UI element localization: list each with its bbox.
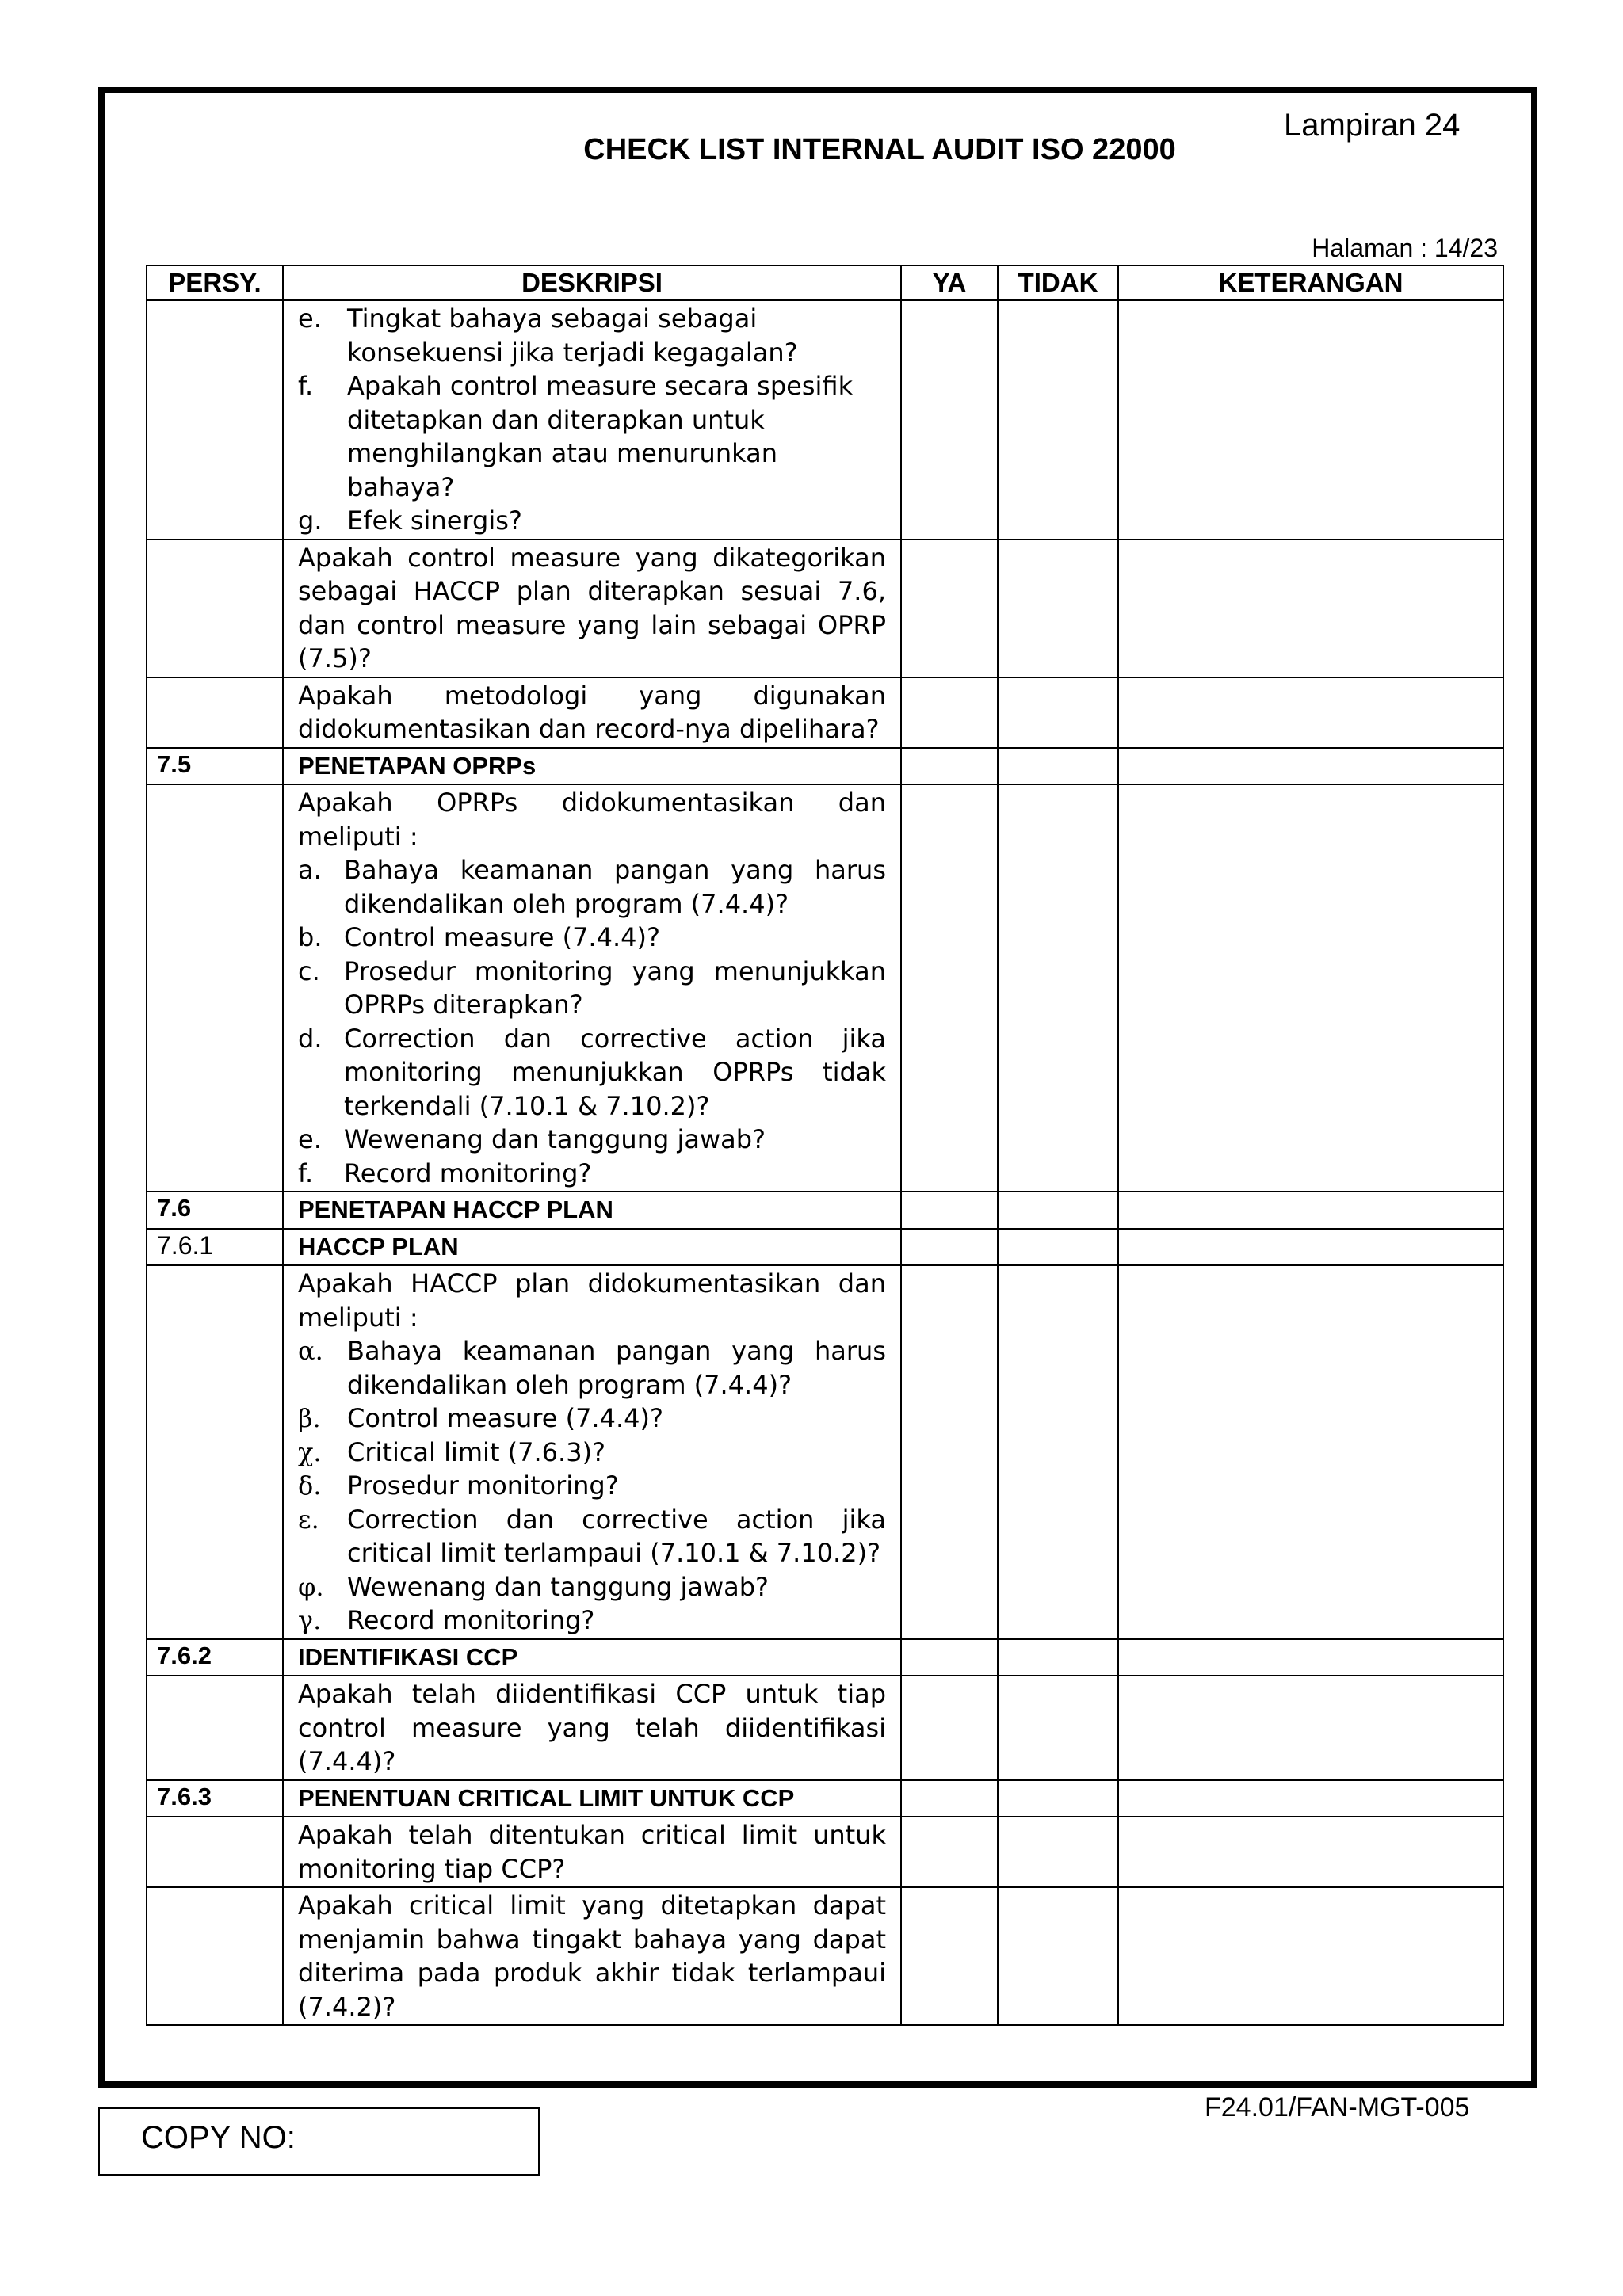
persy-cell xyxy=(147,784,283,1192)
table-row xyxy=(147,1817,1503,1887)
header-ya: YA xyxy=(901,265,998,300)
table-row xyxy=(147,1676,1503,1780)
persy-cell xyxy=(147,300,283,540)
copy-number-label: COPY NO: xyxy=(141,2120,296,2155)
table-row xyxy=(147,1887,1503,2025)
keterangan-cell[interactable] xyxy=(1118,540,1503,677)
section-number: 7.6 xyxy=(147,1192,283,1229)
header-keterangan: KETERANGAN xyxy=(1118,265,1503,300)
ya-checkbox-cell[interactable] xyxy=(901,1265,998,1639)
deskripsi-cell xyxy=(283,1265,901,1639)
section-title: IDENTIFIKASI CCP xyxy=(283,1639,901,1676)
persy-cell xyxy=(147,1676,283,1780)
section-number: 7.6.1 xyxy=(147,1229,283,1266)
ya-checkbox-cell[interactable] xyxy=(901,540,998,677)
keterangan-cell[interactable] xyxy=(1118,1676,1503,1780)
deskripsi-cell xyxy=(283,300,901,540)
persy-cell xyxy=(147,540,283,677)
section-number: 7.6.3 xyxy=(147,1780,283,1817)
table-row xyxy=(147,300,1503,540)
section-title: PENENTUAN CRITICAL LIMIT UNTUK CCP xyxy=(283,1780,901,1817)
ya-checkbox-cell[interactable] xyxy=(901,1639,998,1676)
ya-checkbox-cell[interactable] xyxy=(901,748,998,785)
persy-cell xyxy=(147,1265,283,1639)
audit-checklist-table xyxy=(146,265,1504,2026)
keterangan-cell[interactable] xyxy=(1118,677,1503,748)
section-title: HACCP PLAN xyxy=(283,1229,901,1266)
keterangan-cell[interactable] xyxy=(1118,784,1503,1192)
ya-checkbox-cell[interactable] xyxy=(901,784,998,1192)
keterangan-cell[interactable] xyxy=(1118,1887,1503,2025)
keterangan-cell[interactable] xyxy=(1118,1817,1503,1887)
header-persy: PERSY. xyxy=(147,265,283,300)
deskripsi-cell: Apakah telah diidentifikasi CCP untuk tiap control measure yang telah diidentifikasi (7.4.4)? xyxy=(283,1676,901,1780)
list-item: φ. Wewenang dan tanggung jawab? xyxy=(298,1571,769,1602)
list-item: δ. Prosedur monitoring? xyxy=(298,1470,619,1501)
list-item: b. Control measure (7.4.4)? xyxy=(298,922,660,952)
section-row xyxy=(147,1229,1503,1266)
ya-checkbox-cell[interactable] xyxy=(901,1229,998,1266)
header-tidak: TIDAK xyxy=(998,265,1118,300)
deskripsi-cell: Apakah control measure yang dikategorikan sebagai HACCP plan diterapkan sesuai 7.6, dan control measure yang lain sebagai OPRP (7.5)? xyxy=(283,540,901,677)
ya-checkbox-cell[interactable] xyxy=(901,1192,998,1229)
table-row xyxy=(147,784,1503,1192)
document-title: CHECK LIST INTERNAL AUDIT ISO 22000 xyxy=(583,133,1176,166)
tidak-checkbox-cell[interactable] xyxy=(998,1192,1118,1229)
lampiran-label: Lampiran 24 xyxy=(1284,108,1461,143)
keterangan-cell[interactable] xyxy=(1118,1639,1503,1676)
ya-checkbox-cell[interactable] xyxy=(901,1817,998,1887)
copy-number-box[interactable] xyxy=(98,2107,540,2176)
deskripsi-cell: Apakah critical limit yang ditetapkan dapat menjamin bahwa tingakt bahaya yang dapat diterima pada produk akhir tidak terlampaui (7.4.2)? xyxy=(283,1887,901,2025)
section-row xyxy=(147,1780,1503,1817)
deskripsi-cell: Apakah telah ditentukan critical limit untuk monitoring tiap CCP? xyxy=(283,1817,901,1887)
list-item: f. Apakah control measure secara spesifik ditetapkan dan diterapkan untuk menghilangkan atau menurunkan bahaya? xyxy=(298,371,854,502)
list-item: γ. Record monitoring? xyxy=(298,1605,595,1635)
keterangan-cell[interactable] xyxy=(1118,748,1503,785)
table-row xyxy=(147,677,1503,748)
tidak-checkbox-cell[interactable] xyxy=(998,1817,1118,1887)
table-row xyxy=(147,1265,1503,1639)
ya-checkbox-cell[interactable] xyxy=(901,1887,998,2025)
keterangan-cell[interactable] xyxy=(1118,300,1503,540)
tidak-checkbox-cell[interactable] xyxy=(998,748,1118,785)
keterangan-cell[interactable] xyxy=(1118,1192,1503,1229)
question-intro: Apakah OPRPs didokumentasikan dan meliputi : xyxy=(298,788,886,852)
tidak-checkbox-cell[interactable] xyxy=(998,784,1118,1192)
persy-cell xyxy=(147,677,283,748)
header-deskripsi: DESKRIPSI xyxy=(283,265,901,300)
list-item: ε. Correction dan corrective action jika critical limit terlampaui (7.10.1 & 7.10.2)? xyxy=(298,1504,886,1568)
list-item: c. Prosedur monitoring yang menunjukkan OPRPs diterapkan? xyxy=(298,955,886,1020)
tidak-checkbox-cell[interactable] xyxy=(998,1639,1118,1676)
list-item: d. Correction dan corrective action jika monitoring menunjukkan OPRPs tidak terkendali (7.10.1 & 7.10.2)? xyxy=(298,1023,886,1121)
list-item: f. Record monitoring? xyxy=(298,1158,592,1188)
ya-checkbox-cell[interactable] xyxy=(901,677,998,748)
section-number: 7.5 xyxy=(147,748,283,785)
tidak-checkbox-cell[interactable] xyxy=(998,1887,1118,2025)
section-row xyxy=(147,1639,1503,1676)
section-title: PENETAPAN OPRPs xyxy=(283,748,901,785)
keterangan-cell[interactable] xyxy=(1118,1780,1503,1817)
ya-checkbox-cell[interactable] xyxy=(901,1676,998,1780)
section-number: 7.6.2 xyxy=(147,1639,283,1676)
tidak-checkbox-cell[interactable] xyxy=(998,1229,1118,1266)
question-intro: Apakah HACCP plan didokumentasikan dan meliputi : xyxy=(298,1268,886,1333)
tidak-checkbox-cell[interactable] xyxy=(998,1676,1118,1780)
list-item: χ. Critical limit (7.6.3)? xyxy=(298,1436,606,1467)
list-item: e. Wewenang dan tanggung jawab? xyxy=(298,1124,766,1154)
list-item: a. Bahaya keamanan pangan yang harus dikendalikan oleh program (7.4.4)? xyxy=(298,855,886,919)
ya-checkbox-cell[interactable] xyxy=(901,1780,998,1817)
tidak-checkbox-cell[interactable] xyxy=(998,540,1118,677)
persy-cell xyxy=(147,1887,283,2025)
tidak-checkbox-cell[interactable] xyxy=(998,300,1118,540)
section-row xyxy=(147,748,1503,785)
list-item: β. Control measure (7.4.4)? xyxy=(298,1403,663,1433)
section-title: PENETAPAN HACCP PLAN xyxy=(283,1192,901,1229)
form-code: F24.01/FAN-MGT-005 xyxy=(1205,2092,1470,2122)
tidak-checkbox-cell[interactable] xyxy=(998,1780,1118,1817)
table-header-row xyxy=(147,265,1503,300)
persy-cell xyxy=(147,1817,283,1887)
tidak-checkbox-cell[interactable] xyxy=(998,1265,1118,1639)
deskripsi-cell xyxy=(283,784,901,1192)
section-row xyxy=(147,1192,1503,1229)
ya-checkbox-cell[interactable] xyxy=(901,300,998,540)
list-item: e. Tingkat bahaya sebagai sebagai konsekuensi jika terjadi kegagalan? xyxy=(298,303,798,368)
deskripsi-cell: Apakah metodologi yang digunakan didokumentasikan dan record-nya dipelihara? xyxy=(283,677,901,748)
keterangan-cell[interactable] xyxy=(1118,1265,1503,1639)
page-number: Halaman : 14/23 xyxy=(1312,234,1498,262)
keterangan-cell[interactable] xyxy=(1118,1229,1503,1266)
list-item: g. Efek sinergis? xyxy=(298,505,522,536)
list-item: α. Bahaya keamanan pangan yang harus dikendalikan oleh program (7.4.4)? xyxy=(298,1336,886,1400)
tidak-checkbox-cell[interactable] xyxy=(998,677,1118,748)
table-row xyxy=(147,540,1503,677)
